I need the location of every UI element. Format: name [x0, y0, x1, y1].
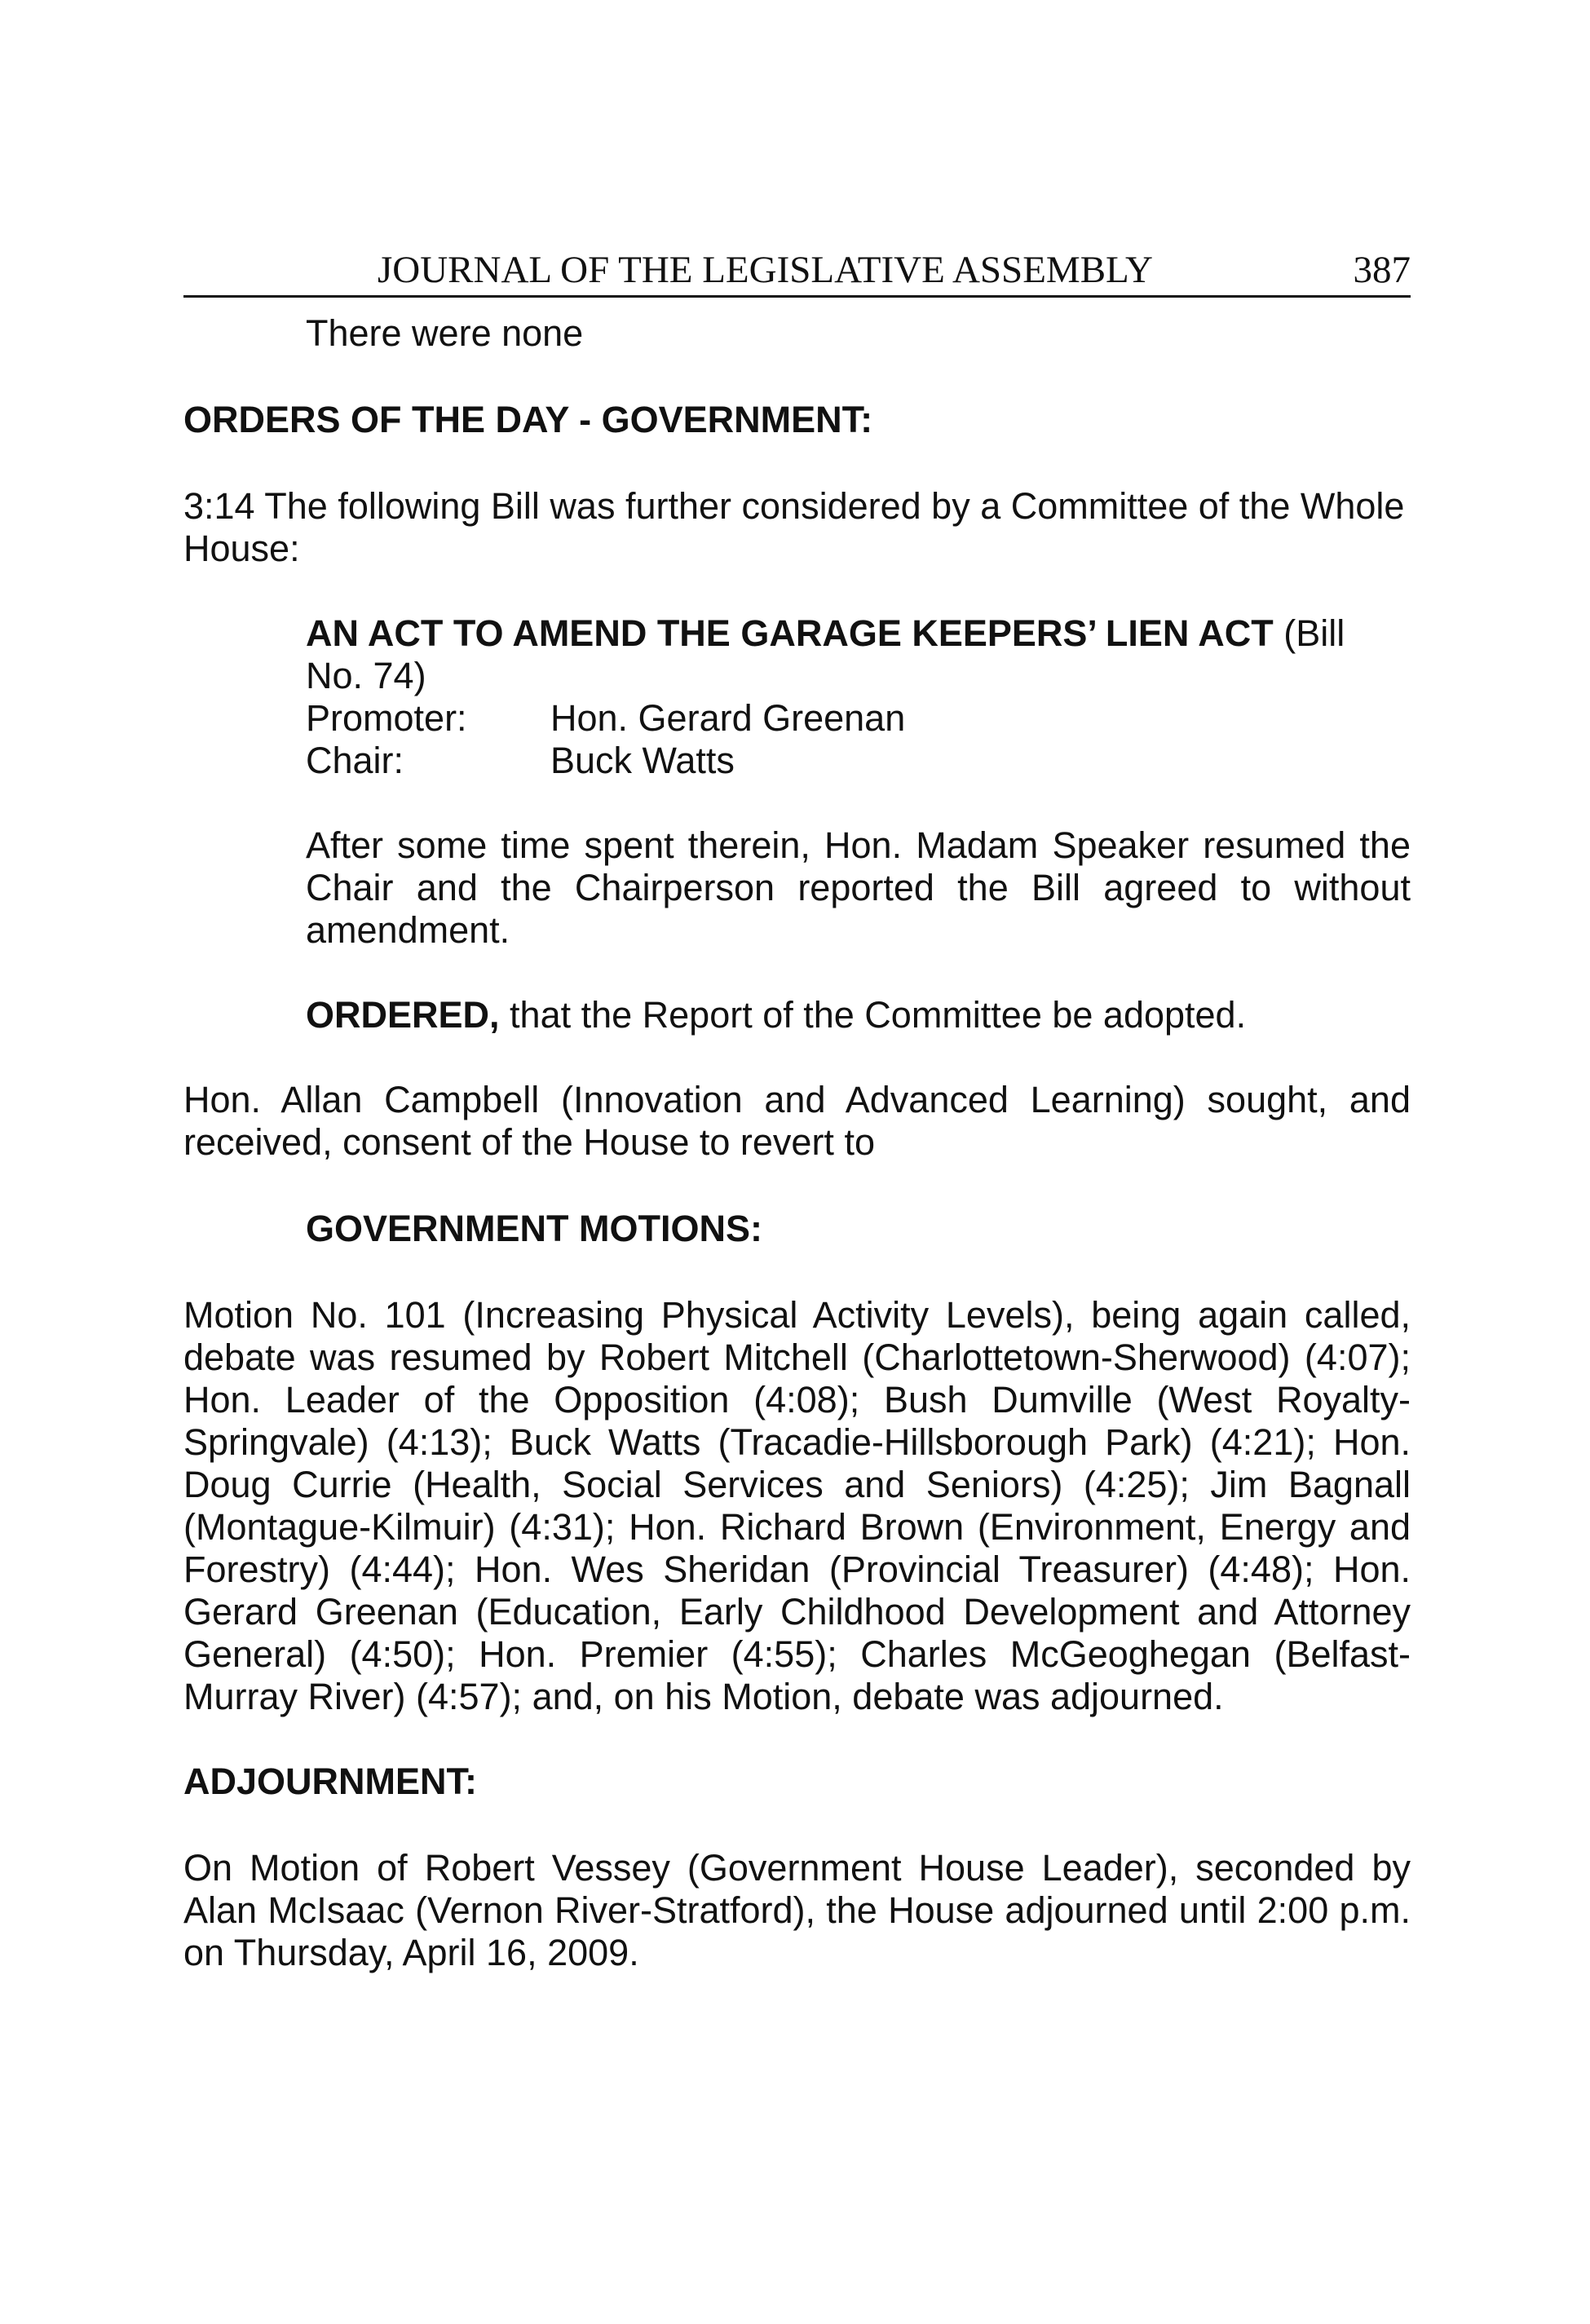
- promoter-row: [306, 697, 1411, 740]
- journal-page: [183, 245, 1411, 1974]
- orders-heading: ORDERS OF THE DAY - GOVERNMENT:: [183, 399, 873, 440]
- motions-heading: GOVERNMENT MOTIONS:: [306, 1208, 762, 1249]
- promoter-value: Hon. Gerard Greenan: [550, 697, 906, 739]
- committee-report: After some time spent therein, Hon. Madam Speaker resumed the Chair and the Chairperson reported the Bill agreed to without amendment.: [306, 824, 1411, 951]
- revert-paragraph: Hon. Allan Campbell (Innovation and Advanced Learning) sought, and received, consent of the House to revert to: [183, 1079, 1411, 1163]
- bill-title: AN ACT TO AMEND THE GARAGE KEEPERS’ LIEN ACT: [306, 612, 1274, 654]
- page-header: [183, 245, 1411, 298]
- ordered-paragraph: [306, 994, 1411, 1036]
- bill-block: [306, 612, 1411, 782]
- none-statement: There were none: [306, 312, 584, 354]
- page-number: 387: [1353, 249, 1411, 291]
- adjournment-paragraph: On Motion of Robert Vessey (Government House Leader), seconded by Alan McIsaac (Vernon River-Stratford), the House adjourned until 2:00 p.m. on Thursday, April 16, 2009.: [183, 1847, 1411, 1973]
- motion-paragraph: Motion No. 101 (Increasing Physical Activity Levels), being again called, debate was resumed by Robert Mitchell (Charlottetown-Sherwood) (4:07); Hon. Leader of the Opposition (4:08); Bush Dumville (West Royalty-Springvale) (4:13); Buck Watts (Tracadie-Hillsborough Park) (4:21); Hon. Doug Currie (Health, Social Services and Seniors) (4:25); Jim Bagnall (Montague-Kilmuir) (4:31); Hon. Richard Brown (Environment, Energy and Forestry) (4:44); Hon. Wes Sheridan (Provincial Treasurer) (4:48); Hon. Gerard Greenan (Education, Early Childhood Development and Attorney General) (4:50); Hon. Premier (4:55); Charles McGeoghegan (Belfast-Murray River) (4:57); and, on his Motion, debate was adjourned.: [183, 1294, 1411, 1717]
- adjournment-heading: ADJOURNMENT:: [183, 1761, 477, 1802]
- chair-row: [306, 740, 1411, 782]
- promoter-label: Promoter:: [306, 697, 467, 739]
- ordered-text: that the Report of the Committee be adopted.: [499, 994, 1247, 1036]
- chair-value: Buck Watts: [550, 740, 735, 781]
- bill-intro: 3:14 The following Bill was further considered by a Committee of the Whole House:: [183, 485, 1405, 569]
- bill-title-line: [306, 612, 1411, 697]
- journal-title: JOURNAL OF THE LEGISLATIVE ASSEMBLY: [378, 249, 1153, 291]
- bill-number: (Bill No. 74): [306, 612, 1345, 696]
- ordered-label: ORDERED,: [306, 994, 500, 1036]
- chair-label: Chair:: [306, 740, 404, 781]
